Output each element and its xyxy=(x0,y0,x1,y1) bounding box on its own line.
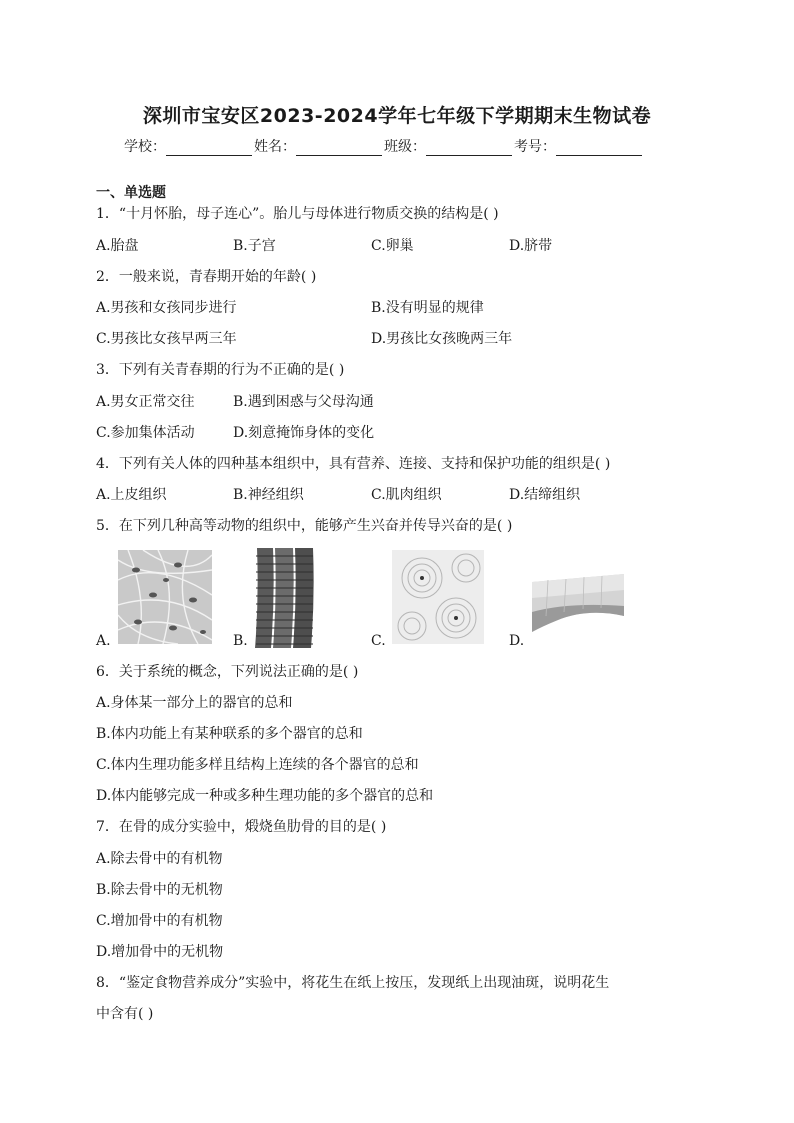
question-3-option-b[interactable]: B.遇到困惑与父母沟通 xyxy=(233,394,374,410)
question-4-option-a[interactable]: A.上皮组织 xyxy=(96,487,167,503)
class-blank[interactable] xyxy=(426,139,512,156)
question-2-option-b[interactable]: B.没有明显的规律 xyxy=(371,300,484,316)
name-blank[interactable] xyxy=(296,139,382,156)
question-5-option-a[interactable]: A. xyxy=(96,633,111,649)
question-5-option-d[interactable]: D. xyxy=(509,633,525,649)
question-7-stem: 7．在骨的成分实验中，煅烧鱼肋骨的目的是( ) xyxy=(96,819,387,835)
question-1-option-c[interactable]: C.卵巢 xyxy=(371,238,414,254)
question-5-option-c[interactable]: C. xyxy=(371,633,386,649)
question-2-option-c[interactable]: C.男孩比女孩早两三年 xyxy=(96,331,237,347)
question-6-stem: 6．关于系统的概念，下列说法正确的是( ) xyxy=(96,664,359,680)
question-8-stem-line-1: 8．“鉴定食物营养成分”实验中，将花生在纸上按压，发现纸上出现油斑，说明花生 xyxy=(96,975,610,991)
question-1-option-b[interactable]: B.子宫 xyxy=(233,238,276,254)
epithelial-tissue-figure xyxy=(528,568,626,638)
name-label: 姓名： xyxy=(254,139,296,155)
question-2-stem: 2．一般来说，青春期开始的年龄( ) xyxy=(96,269,317,285)
bone-tissue-figure xyxy=(392,550,484,644)
question-2-option-d[interactable]: D.男孩比女孩晚两三年 xyxy=(371,331,513,347)
question-1-option-a[interactable]: A.胎盘 xyxy=(96,238,139,254)
question-3-option-d[interactable]: D.刻意掩饰身体的变化 xyxy=(233,425,375,441)
question-4-stem: 4．下列有关人体的四种基本组织中，具有营养、连接、支持和保护功能的组织是( ) xyxy=(96,456,611,472)
school-label: 学校： xyxy=(124,139,166,155)
question-7-option-c[interactable]: C.增加骨中的有机物 xyxy=(96,913,223,929)
question-4-option-c[interactable]: C.肌肉组织 xyxy=(371,487,442,503)
question-3-option-c[interactable]: C.参加集体活动 xyxy=(96,425,195,441)
question-1-option-d[interactable]: D.脐带 xyxy=(509,238,553,254)
exam-number-label: 考号： xyxy=(514,139,556,155)
question-7-option-b[interactable]: B.除去骨中的无机物 xyxy=(96,882,223,898)
school-field xyxy=(124,136,254,156)
question-5-stem: 5．在下列几种高等动物的组织中，能够产生兴奋并传导兴奋的是( ) xyxy=(96,518,513,534)
question-3-option-a[interactable]: A.男女正常交往 xyxy=(96,394,195,410)
question-1-stem: 1．“十月怀胎，母子连心”。胎儿与母体进行物质交换的结构是( ) xyxy=(96,206,499,222)
name-field xyxy=(254,136,384,156)
class-field xyxy=(384,136,514,156)
question-4-option-d[interactable]: D.结缔组织 xyxy=(509,487,581,503)
question-5-option-b[interactable]: B. xyxy=(233,633,248,649)
connective-tissue-figure xyxy=(118,550,212,644)
question-4-option-b[interactable]: B.神经组织 xyxy=(233,487,304,503)
school-blank[interactable] xyxy=(166,139,252,156)
question-2-option-a[interactable]: A.男孩和女孩同步进行 xyxy=(96,300,237,316)
question-7-option-d[interactable]: D.增加骨中的无机物 xyxy=(96,944,224,960)
question-6-option-d[interactable]: D.体内能够完成一种或多种生理功能的多个器官的总和 xyxy=(96,788,434,804)
question-8-stem-line-2: 中含有( ) xyxy=(96,1006,154,1022)
page-title: 深圳市宝安区2023-2024学年七年级下学期期末生物试卷 xyxy=(142,105,652,127)
question-3-stem: 3．下列有关青春期的行为不正确的是( ) xyxy=(96,362,345,378)
question-6-option-c[interactable]: C.体内生理功能多样且结构上连续的各个器官的总和 xyxy=(96,757,419,773)
exam-number-field xyxy=(514,136,644,156)
exam-number-blank[interactable] xyxy=(556,139,642,156)
student-info-row xyxy=(124,136,684,156)
section-heading: 一、单选题 xyxy=(96,185,166,201)
class-label: 班级： xyxy=(384,139,426,155)
question-6-option-a[interactable]: A.身体某一部分上的器官的总和 xyxy=(96,695,293,711)
muscle-tissue-figure xyxy=(253,548,321,648)
question-7-option-a[interactable]: A.除去骨中的有机物 xyxy=(96,851,223,867)
question-6-option-b[interactable]: B.体内功能上有某种联系的多个器官的总和 xyxy=(96,726,363,742)
